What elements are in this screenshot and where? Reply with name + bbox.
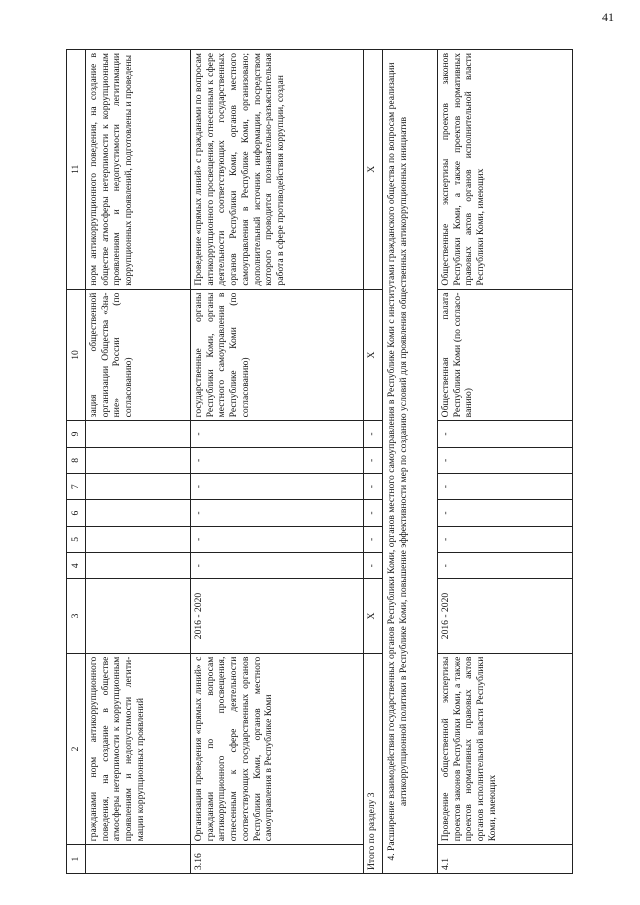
total-executor: X [364,289,383,421]
rotated-table-container [66,49,602,874]
value-cell [86,474,191,500]
period-cell: 2016 - 2020 [438,579,573,653]
period-cell [86,579,191,653]
measure-cell: Проведение общественной экспертизы проектов законов Республики Коми, а также проектов нормативных правовых актов органов исполнительной власти Республики Коми, имеющих [438,653,573,845]
total-row [364,50,383,874]
page-number: 41 [602,10,614,24]
value-cell: - [191,500,364,526]
header-cell: 5 [67,526,86,552]
total-result: X [364,50,383,290]
header-cell: 9 [67,421,86,447]
row-number: 3.16 [191,845,364,874]
value-cell: - [438,526,573,552]
result-cell: Общественные экспертизы проектов законов Республики Коми, а также проектов нормативных правовых актов органов исполнительной власти Республики Коми, имеющих [438,50,573,290]
total-value: - [364,421,383,447]
measure-cell: Организация проведения «прямых линий» с гражданами по вопросам антикоррупционного просвещения, отнесенным к сфере деятельности соответствующих государственных органов Республики Коми, органов местного самоуправления в Республике Коми [191,653,364,845]
header-cell: 2 [67,653,86,845]
executor-cell: государственные органы Республики Коми, органы местного самоуправления в Республике Коми (по согласованию) [191,289,364,421]
total-label: Итого по разделу 3 [364,653,383,873]
total-period: X [364,579,383,653]
header-cell: 4 [67,553,86,579]
header-cell: 11 [67,50,86,290]
total-value: - [364,447,383,473]
header-cell: 7 [67,474,86,500]
value-cell: - [191,421,364,447]
value-cell: - [438,447,573,473]
header-cell: 6 [67,500,86,526]
value-cell [86,421,191,447]
header-cell: 1 [67,845,86,874]
total-value: - [364,500,383,526]
total-value: - [364,553,383,579]
value-cell: - [438,500,573,526]
header-cell: 10 [67,289,86,421]
value-cell: - [191,474,364,500]
value-cell: - [191,526,364,552]
executor-cell: зация общественной организации Общества «Знание» России (по согласованию) [86,289,191,421]
value-cell [86,500,191,526]
header-cell: 8 [67,447,86,473]
value-cell: - [191,553,364,579]
section-heading-row [383,50,438,874]
period-cell: 2016 - 2020 [191,579,364,653]
total-value: - [364,474,383,500]
executor-cell: Общественная палата Республики Коми (по согласованию) [438,289,573,421]
result-cell: норм антикоррупционного поведения, на создание в обществе атмосферы нетерпимости к коррупционным проявлениям и недопустимости легитимации коррупционных проявлений, подготовлены и проведены [86,50,191,290]
value-cell: - [191,447,364,473]
table-row [191,50,364,874]
table-row [86,50,191,874]
header-row [67,50,86,874]
value-cell [86,553,191,579]
measure-cell: гражданами норм антикоррупционного поведения, на создание в обществе атмосферы нетерпимости к коррупционным проявлениям и недопустимости легитимации коррупционных проявлений [86,653,191,845]
result-cell: Проведение «прямых линий» с гражданами по вопросам антикоррупционного просвещения, отнесенным к сфере деятельности соответствующих государственных органов Республики Коми, органов местного самоуправления в Республике Коми, организовано; дополнительный источник информации, посредством которого проводится познавательно-разъяснительная работа в сфере противодействия коррупции, создан [191,50,364,290]
value-cell: - [438,553,573,579]
value-cell: - [438,474,573,500]
header-cell: 3 [67,579,86,653]
plan-table [66,49,573,874]
value-cell [86,526,191,552]
total-value: - [364,526,383,552]
value-cell [86,447,191,473]
row-number: 4.1 [438,845,573,874]
section-heading: 4. Расширение взаимодействия государственных органов Республики Коми, органов местного самоуправления в Республике Коми с институтами гражданского общества по вопросам реализации антикоррупционной политики в Республике Коми, повышение эффективности мер по созданию условий для проявления общественных антикоррупционных инициатив [383,50,438,874]
row-number [86,845,191,874]
value-cell: - [438,421,573,447]
table-row [438,50,573,874]
